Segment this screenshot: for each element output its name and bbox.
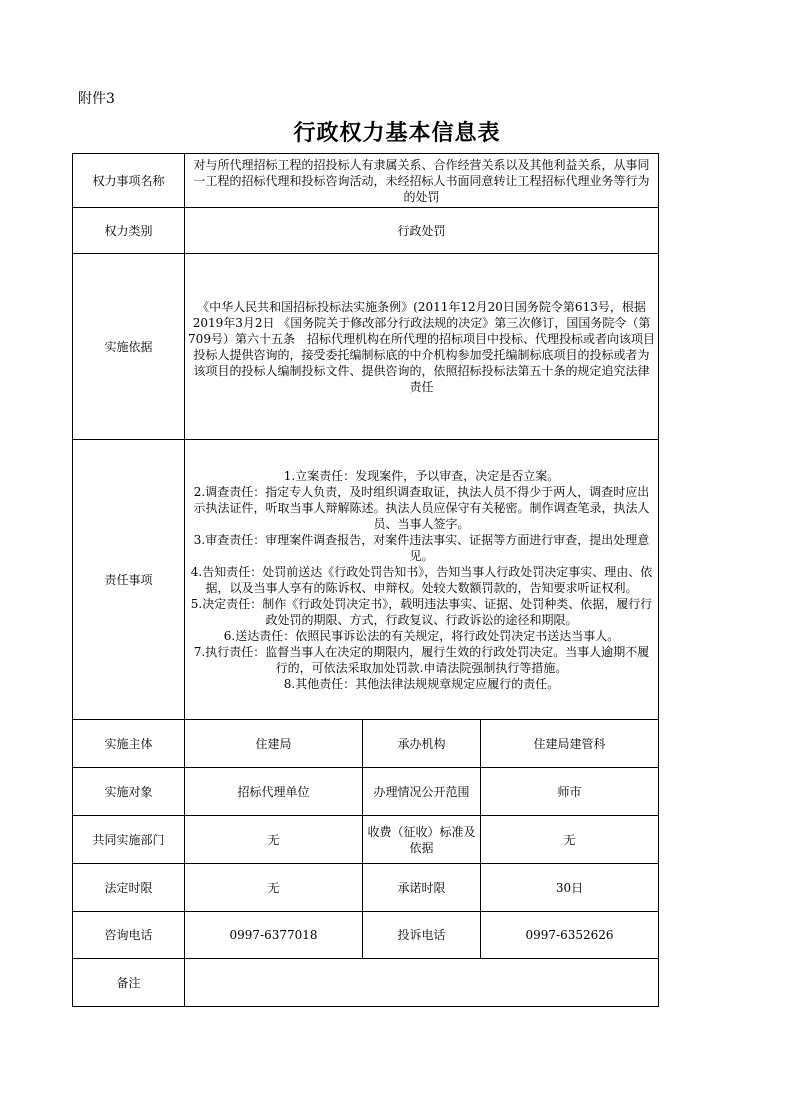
row-limit [73,864,659,912]
legal-limit-value: 无 [185,864,363,912]
duty-list [185,440,659,720]
complaint-label: 投诉电话 [363,912,481,959]
row-category [73,208,659,254]
row-phone [73,912,659,959]
fee-label: 收费（征收）标准及依据 [363,816,481,864]
basis-value: 《中华人民共和国招标投标法实施条例》(2011年12月20日国务院令第613号，根据2019年3月2日 《国务院关于修改部分行政法规的决定》第三次修订，国国务院令（第709号）第六十五条 招标代理机构在所代理的招标项目中投标、代理投标或者向该项目投标人提供咨询的，接受委托编制标底的中介机构参加受托编制标底项目的投标或者为该项目的投标人编制投标文件、提供咨询的，依照招标投标法第五十条的规定追究法律责任 [185,254,659,440]
scope-value: 师市 [481,768,659,816]
remark-value [185,959,659,1007]
consult-label: 咨询电话 [73,912,185,959]
agency-value: 住建局建管科 [481,720,659,768]
name-label: 权力事项名称 [73,154,185,208]
row-subject [73,720,659,768]
row-target [73,768,659,816]
scope-label: 办理情况公开范围 [363,768,481,816]
row-name [73,154,659,208]
row-joint [73,816,659,864]
joint-label: 共同实施部门 [73,816,185,864]
promise-limit-label: 承诺时限 [363,864,481,912]
duty-item: 4.告知责任：处罚前送达《行政处罚告知书》，告知当事人行政处罚决定事实、理由、依据，以及当事人享有的陈诉权、申辩权。处较大数额罚款的，告知要求听证权利。 [190,564,653,595]
joint-value: 无 [185,816,363,864]
attachment-label: 附件3 [78,91,115,107]
subject-value: 住建局 [185,720,363,768]
agency-label: 承办机构 [363,720,481,768]
duty-item: 3.审查责任：审理案件调查报告，对案件违法事实、证据等方面进行审查，提出处理意见。 [193,532,650,563]
row-basis [73,254,659,440]
duty-item: 7.执行责任：监督当事人在决定的期限内，履行生效的行政处罚决定。当事人逾期不履行的，可依法采取加处罚款.申请法院强制执行等措施。 [193,644,650,675]
name-value: 对与所代理招标工程的招投标人有隶属关系、合作经营关系以及其他利益关系，从事同一工程的招标代理和投标咨询活动，未经招标人书面同意转让工程招标代理业务等行为的处罚 [185,154,659,208]
duty-item: 5.决定责任：制作《行政处罚决定书》，载明违法事实、证据、处罚种类、依据，履行行政处罚的期限、方式，行政复议、行政诉讼的途径和期限。 [190,596,653,627]
target-label: 实施对象 [73,768,185,816]
duty-item: 8.其他责任：其他法律法规规章规定应履行的责任。 [283,676,560,691]
basis-label: 实施依据 [73,254,185,440]
info-table [72,153,659,1007]
target-value: 招标代理单位 [185,768,363,816]
promise-limit-value: 30日 [481,864,659,912]
duty-item: 1.立案责任：发现案件，予以审查，决定是否立案。 [283,468,560,483]
row-duty [73,440,659,720]
subject-label: 实施主体 [73,720,185,768]
category-label: 权力类别 [73,208,185,254]
fee-value: 无 [481,816,659,864]
duty-item: 6.送达责任：依照民事诉讼法的有关规定，将行政处罚决定书送达当事人。 [223,628,620,643]
remark-label: 备注 [73,959,185,1007]
duty-label: 责任事项 [73,440,185,720]
complaint-phone: 0997-6352626 [481,912,659,959]
duty-item: 2.调查责任：指定专人负责，及时组织调查取证，执法人员不得少于两人，调查时应出示执法证件，听取当事人辩解陈述。执法人员应保守有关秘密。制作调查笔录，执法人员、当事人签字。 [193,484,650,531]
category-value: 行政处罚 [185,208,659,254]
consult-phone: 0997-6377018 [185,912,363,959]
page-title: 行政权力基本信息表 [293,120,501,146]
row-remark [73,959,659,1007]
legal-limit-label: 法定时限 [73,864,185,912]
